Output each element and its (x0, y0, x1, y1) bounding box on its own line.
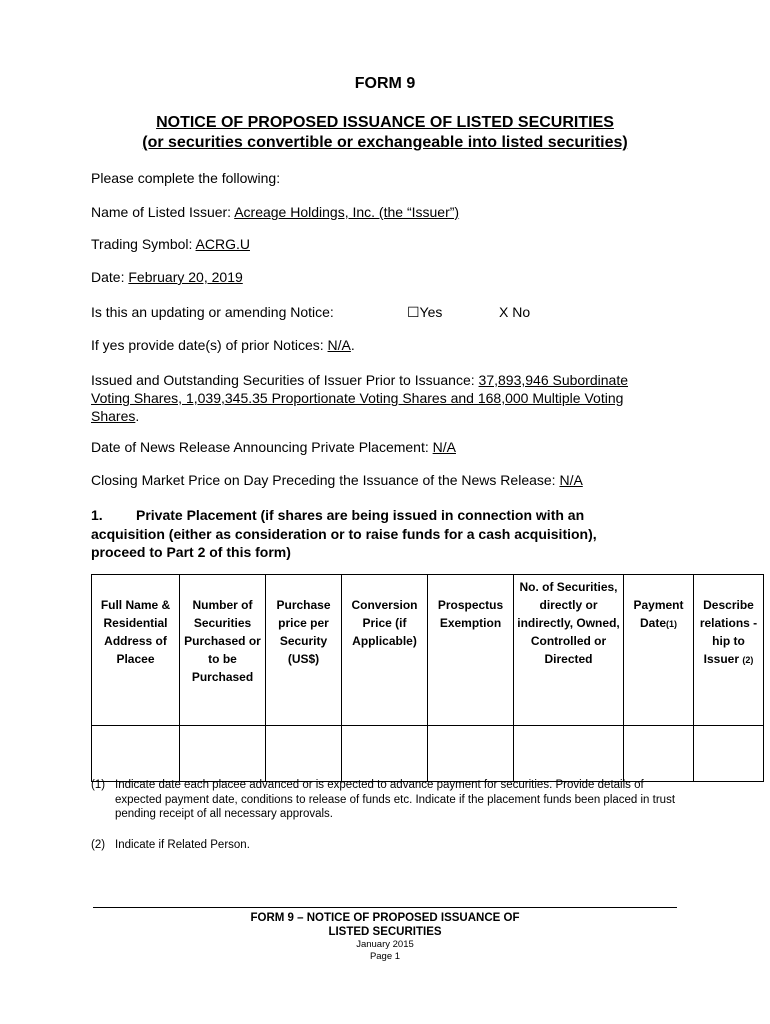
heading-line-1: NOTICE OF PROPOSED ISSUANCE OF LISTED SECURITIES (156, 114, 614, 131)
section-line-1: Private Placement (if shares are being issued in connection with an (136, 507, 585, 523)
header-full-name: Full Name & Residential Address of Placee (92, 575, 180, 726)
outstanding-securities (91, 371, 691, 425)
footnote-2-number: (2) (91, 839, 106, 851)
heading-line-2: (or securities convertible or exchangeable into listed securities) (142, 134, 628, 151)
section-line-2: acquisition (either as consideration or to raise funds for a cash acquisition), (91, 525, 597, 542)
outstanding-value-1: 37,893,946 Subordinate (478, 372, 629, 388)
header-payment-date: Payment Date(1) (624, 575, 694, 726)
issuer-name-line (91, 204, 459, 220)
news-release-value: N/A (432, 439, 456, 455)
news-release-label: Date of News Release Announcing Private Placement: (91, 439, 433, 455)
relationship-note: (2) (742, 655, 754, 665)
table-cell (428, 726, 514, 782)
symbol-label: Trading Symbol: (91, 236, 196, 252)
header-securities-owned: No. of Securities, directly or indirectly, Owned, Controlled or Directed (514, 575, 624, 726)
form-title: FORM 9 (354, 75, 416, 92)
date-value: February 20, 2019 (128, 269, 243, 285)
issuer-value: Acreage Holdings, Inc. (the “Issuer”) (234, 204, 460, 220)
table-cell (92, 726, 180, 782)
table-header-row (92, 575, 764, 726)
footnote-2 (91, 838, 691, 854)
footer-line-1: FORM 9 – NOTICE OF PROPOSED ISSUANCE OF (250, 912, 520, 924)
table-cell (266, 726, 342, 782)
prior-notices-label: If yes provide date(s) of prior Notices: (91, 337, 328, 353)
table-cell (514, 726, 624, 782)
page-footer (93, 911, 677, 963)
table-cell (342, 726, 428, 782)
section-number: 1. (91, 507, 103, 523)
header-prospectus-exemption: Prospectus Exemption (428, 575, 514, 726)
footer-line-2: LISTED SECURITIES (328, 926, 442, 938)
table-row (92, 726, 764, 782)
date-label: Date: (91, 269, 129, 285)
amending-question: Is this an updating or amending Notice: (91, 304, 334, 320)
footnote-2-text: Indicate if Related Person. (115, 839, 250, 851)
table-cell (180, 726, 266, 782)
news-release-line (91, 439, 456, 455)
section-1-heading (91, 506, 651, 562)
outstanding-value-3: Shares (91, 408, 136, 424)
prior-notices-line (91, 337, 355, 353)
footer-revision: January 2015 (356, 939, 414, 950)
header-number-of-securities: Number of Securities Purchased or to be Purchased (180, 575, 266, 726)
closing-price-label: Closing Market Price on Day Preceding the Issuance of the News Release: (91, 472, 560, 488)
section-line-3: proceed to Part 2 of this form) (91, 544, 291, 560)
closing-price-line (91, 472, 583, 488)
header-relationship: Describe relations -hip to Issuer (2) (694, 575, 764, 726)
prior-notices-suffix: . (350, 337, 355, 353)
table-cell (624, 726, 694, 782)
footnote-1-text: Indicate date each placee advanced or is expected to advance payment for securities. Provide details of expected payment date, conditions to release of funds etc. Indicate if the placement funds been placed in trust pending receipt of all necessary approvals. (115, 779, 676, 820)
placee-table (91, 574, 764, 782)
table-cell (694, 726, 764, 782)
date-line (91, 269, 243, 285)
instruction-text: Please complete the following: (91, 170, 281, 186)
issuer-label: Name of Listed Issuer: (91, 204, 235, 220)
footer-page-number: Page 1 (369, 951, 401, 962)
header-conversion-price: Conversion Price (if Applicable) (342, 575, 428, 726)
outstanding-value-2: Voting Shares, 1,039,345.35 Proportionate Voting Shares and 168,000 Multiple Voting (91, 390, 624, 406)
symbol-value: ACRG.U (195, 236, 250, 252)
outstanding-suffix: . (135, 408, 140, 424)
header-purchase-price: Purchase price per Security (US$) (266, 575, 342, 726)
trading-symbol-line (91, 236, 250, 252)
footnote-1-number: (1) (91, 779, 106, 791)
no-checkbox[interactable]: X No (499, 304, 531, 320)
payment-note: (1) (666, 619, 677, 629)
outstanding-label: Issued and Outstanding Securities of Issuer Prior to Issuance: (91, 372, 479, 388)
notice-heading (0, 113, 770, 153)
footer-divider (93, 907, 677, 908)
closing-price-value: N/A (559, 472, 583, 488)
prior-notices-value: N/A (327, 337, 351, 353)
footnote-1 (91, 778, 691, 824)
yes-checkbox[interactable]: ☐Yes (407, 304, 443, 320)
